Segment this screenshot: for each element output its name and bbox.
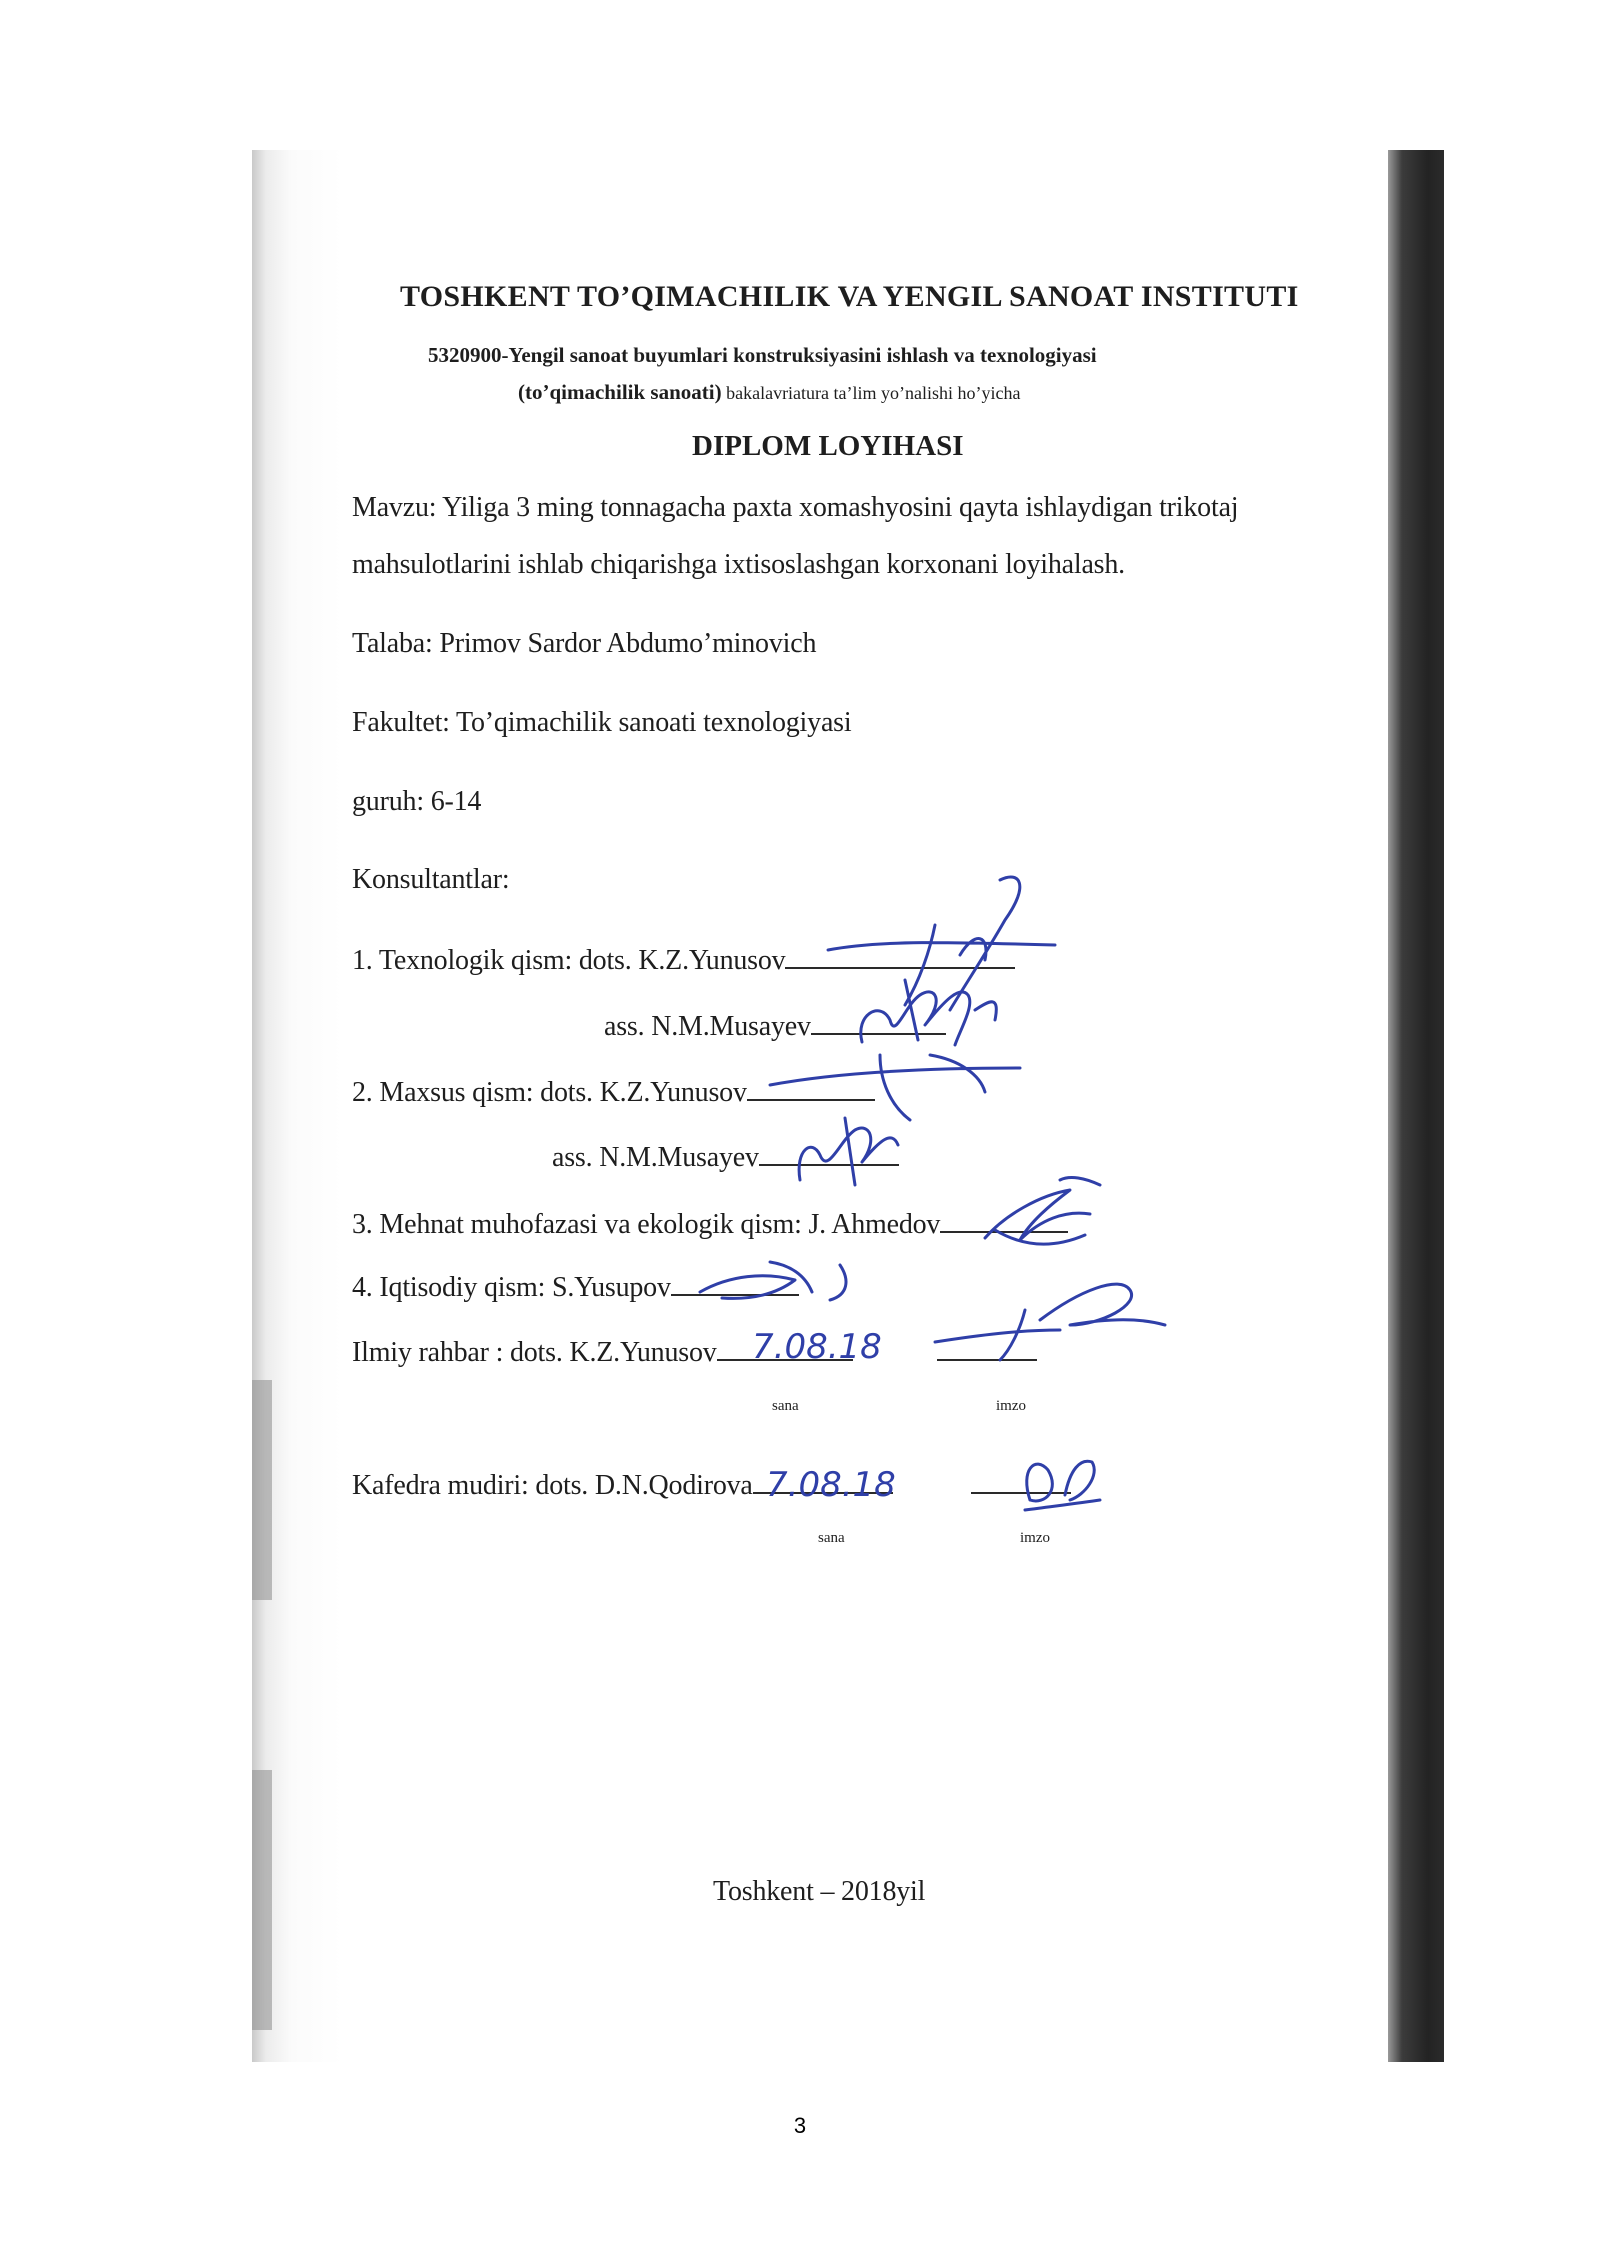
consultant-label: ass. N.M.Musayev [604, 1011, 811, 1042]
specialty-line: 5320900-Yengil sanoat buyumlari konstruksiyasini ishlash va texnologiyasi [428, 343, 1097, 367]
signature-yusupov [700, 1262, 846, 1300]
signature-qodirova [1025, 1461, 1100, 1510]
specialty-branch: (to’qimachilik sanoati) [518, 380, 722, 404]
page-number: 3 [793, 2113, 807, 2138]
department-head-label: Kafedra mudiri: dots. D.N.Qodirova [352, 1470, 753, 1501]
specialty-level: bakalavriatura ta’lim yo’nalishi ho’yicha [721, 383, 1021, 403]
institute-title: TOSHKENT TO’QIMACHILIK VA YENGIL SANOAT INSTITUTI [400, 280, 1299, 313]
signature-supervisor [935, 1284, 1165, 1360]
student-name: Talaba: Primov Sardor Abdumo’minovich [352, 628, 817, 659]
group: guruh: 6-14 [352, 786, 482, 817]
document-title: DIPLOM LOYIHASI [692, 430, 964, 462]
handwritten-date: 7.08.18 [766, 1465, 896, 1505]
consultant-label: 1. Texnologik qism: dots. K.Z.Yunusov [352, 945, 786, 976]
consultant-label: 3. Mehnat muhofazasi va ekologik qism: J. Ahmedov [352, 1209, 941, 1240]
topic-line-1: Mavzu: Yiliga 3 ming tonnagacha paxta xomashyosini qayta ishlaydigan trikotaj [352, 492, 1239, 523]
faculty: Fakultet: To’qimachilik sanoati texnologiyasi [352, 707, 852, 738]
handwritten-date: 7.08.18 [752, 1327, 882, 1367]
consultant-label: 4. Iqtisodiy qism: S.Yusupov [352, 1272, 671, 1303]
signature-musayev-1 [861, 980, 997, 1045]
signature-caption: imzo [996, 1398, 1026, 1414]
city-year: Toshkent – 2018yil [713, 1876, 926, 1907]
signature-yunusov-1 [828, 877, 1055, 1010]
supervisor-label: Ilmiy rahbar : dots. K.Z.Yunusov [352, 1337, 717, 1368]
consultant-label: ass. N.M.Musayev [552, 1142, 759, 1173]
consultants-heading: Konsultantlar: [352, 864, 510, 895]
signature-ahmedov [985, 1178, 1100, 1245]
signature-yunusov-2 [770, 1055, 1020, 1120]
date-caption: sana [772, 1398, 799, 1414]
date-caption: sana [818, 1530, 845, 1546]
signature-caption: imzo [1020, 1530, 1050, 1546]
signature-musayev-2 [799, 1118, 898, 1185]
consultant-label: 2. Maxsus qism: dots. K.Z.Yunusov [352, 1077, 747, 1108]
topic-line-2: mahsulotlarini ishlab chiqarishga ixtisoslashgan korxonani loyihalash. [352, 549, 1125, 580]
